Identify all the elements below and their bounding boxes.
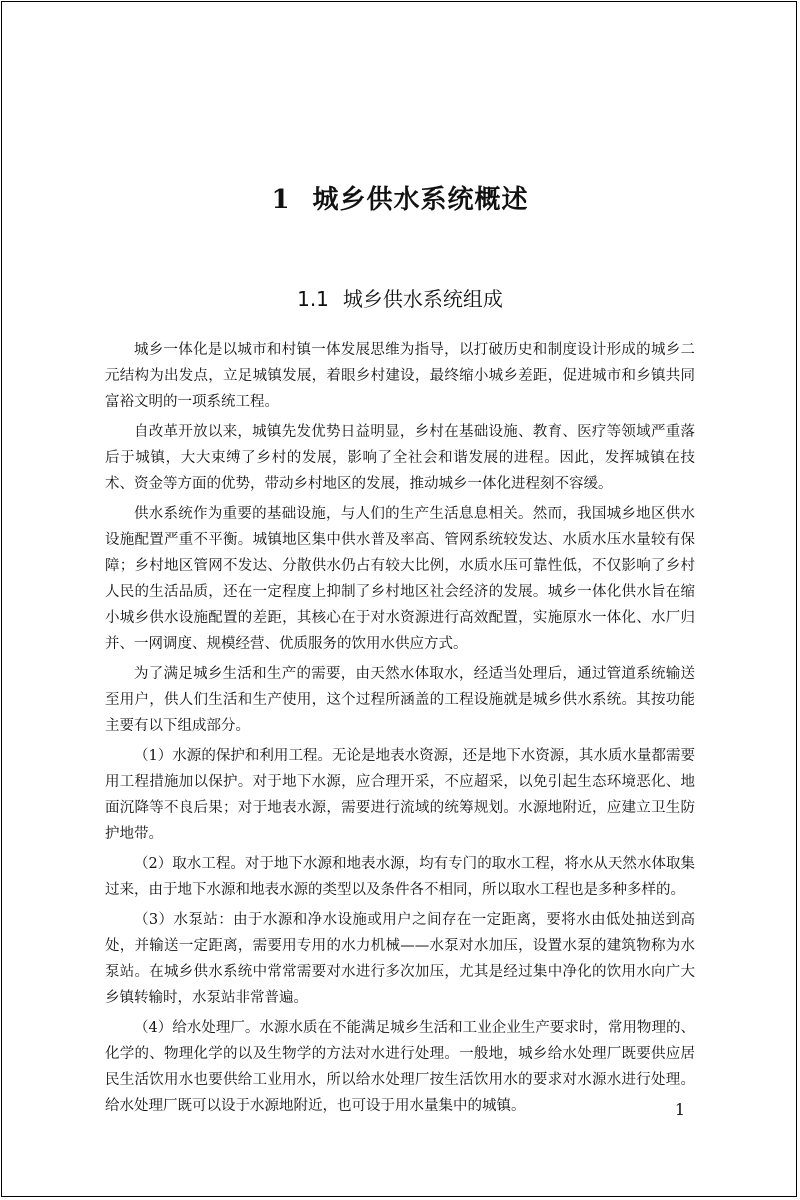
chapter-number: 1 xyxy=(271,185,291,215)
paragraph-7: （3）水泵站：由于水源和净水设施或用户之间存在一定距离，要将水由低处抽送到高处，并输送一定距离，需要用专用的水力机械——水泵对水加压，设置水泵的建筑物称为水泵站。在城乡供水系统中常常需要对水进行多次加压，尤其是经过集中净化的饮用水向广大乡镇转输时，水泵站非常普遍。 xyxy=(105,912,695,1006)
paragraph-4: 为了满足城乡生活和生产的需要，由天然水体取水，经适当处理后，通过管道系统输送至用户，供人们生活和生产使用，这个过程所涵盖的工程设施就是城乡供水系统。其按功能主要有以下组成部分。 xyxy=(105,666,695,734)
paragraph-6: （2）取水工程。对于地下水源和地表水源，均有专门的取水工程，将水从天然水体取集过来，由于地下水源和地表水源的类型以及条件各不相同，所以取水工程也是多种多样的。 xyxy=(105,856,695,898)
paragraph-8: （4）给水处理厂。水源水质在不能满足城乡生活和工业企业生产要求时，常用物理的、化学的、物理化学的以及生物学的方法对水进行处理。一般地，城乡给水处理厂既要供应居民生活饮用水也要供给工业用水，所以给水处理厂按生活饮用水的要求对水源水进行处理。给水处理厂既可以设于水源地附近，也可设于用水量集中的城镇。 xyxy=(105,1020,695,1114)
page-number: 1 xyxy=(674,1100,685,1119)
section-number: 1.1 xyxy=(297,287,329,311)
paragraph-3: 供水系统作为重要的基础设施，与人们的生产生活息息相关。然而，我国城乡地区供水设施配置严重不平衡。城镇地区集中供水普及率高、管网系统较发达、水质水压水量较有保障；乡村地区管网不发达、分散供水仍占有较大比例，水质水压可靠性低，不仅影响了乡村人民的生活品质，还在一定程度上抑制了乡村地区社会经济的发展。城乡一体化供水旨在缩小城乡供水设施配置的差距，其核心在于对水资源进行高效配置，实施原水一体化、水厂归并、一网调度、规模经营、优质服务的饮用水供应方式。 xyxy=(105,506,695,652)
paragraph-5: （1）水源的保护和利用工程。无论是地表水资源，还是地下水资源，其水质水量都需要用工程措施加以保护。对于地下水源，应合理开采，不应超采，以免引起生态环境恶化、地面沉降等不良后果；对于地表水源，需要进行流域的统筹规划。水源地附近，应建立卫生防护地带。 xyxy=(105,748,695,842)
paragraph-1: 城乡一体化是以城市和村镇一体发展思维为指导，以打破历史和制度设计形成的城乡二元结构为出发点，立足城镇发展，着眼乡村建设，最终缩小城乡差距，促进城市和乡镇共同富裕文明的一项系统工程。 xyxy=(105,342,695,410)
chapter-title xyxy=(0,180,800,220)
section-title xyxy=(0,282,800,316)
body-text xyxy=(105,337,695,1123)
chapter-title-text: 城乡供水系统概述 xyxy=(312,185,529,215)
paragraph-2: 自改革开放以来，城镇先发优势日益明显，乡村在基础设施、教育、医疗等领域严重落后于城镇，大大束缚了乡村的发展，影响了全社会和谐发展的进程。因此，发挥城镇在技术、资金等方面的优势，带动乡村地区的发展，推动城乡一体化进程刻不容缓。 xyxy=(105,424,695,492)
section-title-text: 城乡供水系统组成 xyxy=(342,287,503,311)
